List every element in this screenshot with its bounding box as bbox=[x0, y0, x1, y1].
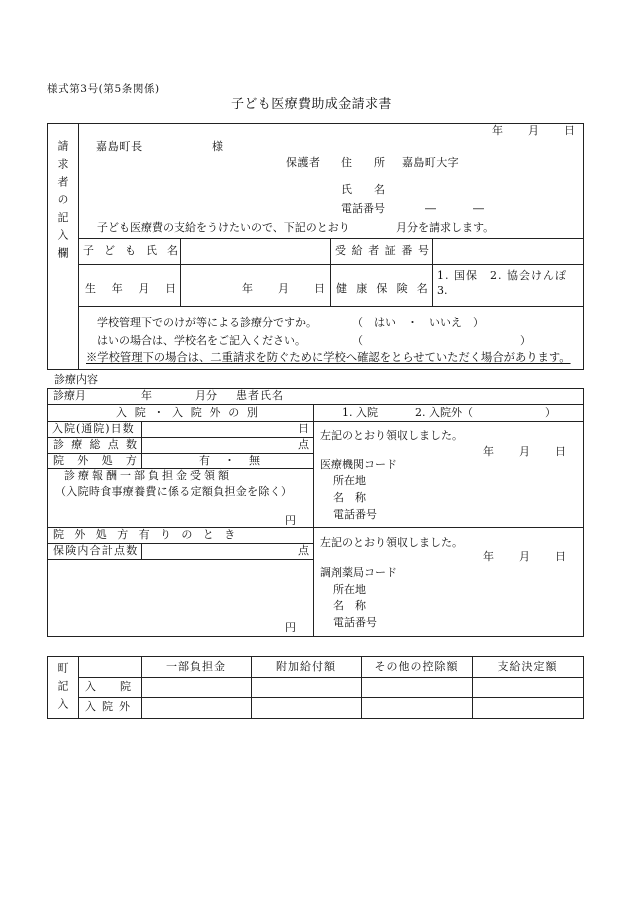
days-label: 入院(通院)日数 bbox=[52, 422, 135, 435]
insurance-label: 健康保険名 bbox=[336, 282, 437, 295]
inpatient-option-2: 2. 入院外（ bbox=[415, 406, 473, 419]
town-side-label: 町記入 bbox=[56, 662, 69, 716]
pharmacy-yen-unit: 円 bbox=[285, 621, 296, 634]
inpatient-type-label: 入院・入院外の別 bbox=[116, 406, 266, 419]
medical-phone-label: 電話番号 bbox=[333, 508, 377, 521]
insurance-options-line2: 3. bbox=[437, 284, 448, 297]
copay-note: （入院時食事療養費に係る定額負担金を除く） bbox=[55, 485, 293, 498]
applicant-table-col-rule-2 bbox=[330, 238, 331, 306]
treatment-label-divider-lower bbox=[141, 543, 142, 559]
request-month-suffix: 月分を請求します。 bbox=[396, 221, 495, 234]
child-name-label: 子ども氏名 bbox=[83, 244, 188, 257]
address-label: 住 所 bbox=[341, 156, 385, 169]
form-number: 様式第3号(第5条関係) bbox=[47, 83, 160, 95]
school-answer-options: （ はい ・ いいえ ） bbox=[352, 316, 484, 329]
applicant-table-rule-bottom bbox=[78, 306, 583, 307]
inpatient-option-1: 1. 入院 bbox=[342, 406, 378, 419]
total-points-label: 診療総点数 bbox=[53, 438, 145, 451]
pharmacy-address-label: 所在地 bbox=[333, 583, 366, 596]
guardian-label: 保護者 bbox=[286, 156, 321, 169]
medical-name-label: 名 称 bbox=[333, 491, 366, 504]
request-text: 子ども医療費の支給をうけたいので、下記のとおり bbox=[97, 221, 350, 234]
phone-label: 電話番号 bbox=[341, 202, 385, 215]
phone-separators: ― ― bbox=[425, 202, 485, 215]
pharmacy-receipt-text: 左記のとおり領収しました。 bbox=[320, 536, 463, 549]
addressee-honorific: 様 bbox=[212, 140, 223, 153]
treatment-month-suffix: 月分 bbox=[195, 389, 217, 402]
outside-prescription-label: 院外処方 bbox=[53, 454, 151, 467]
applicant-side-label: 請求者の記入欄 bbox=[56, 140, 69, 265]
town-column-other-deductions: その他の控除額 bbox=[374, 660, 459, 673]
pharmacy-name-label: 名 称 bbox=[333, 599, 366, 612]
request-date: 年 月 日 bbox=[492, 124, 576, 137]
birth-date-label: 生年月日 bbox=[85, 282, 192, 295]
insured-points-label: 保険内合計点数 bbox=[53, 544, 139, 557]
town-column-copay: 一部負担金 bbox=[166, 660, 226, 673]
birth-date-line: 年 月 日 bbox=[242, 282, 326, 295]
town-row-rule-2 bbox=[78, 697, 583, 698]
town-side-divider bbox=[78, 656, 79, 718]
treatment-rule-1 bbox=[47, 404, 584, 405]
copay-yen-unit: 円 bbox=[285, 514, 296, 527]
copay-label: 診療報酬一部負担金受領額 bbox=[64, 469, 232, 482]
applicant-side-divider bbox=[78, 123, 79, 370]
town-column-additional-benefit: 附加給付額 bbox=[276, 660, 336, 673]
town-row-inpatient: 入院 bbox=[85, 680, 155, 693]
inpatient-option-2-close: ） bbox=[545, 406, 556, 419]
school-question: 学校管理下でのけが等による診療分ですか。 bbox=[97, 316, 317, 329]
form-title: 子ども医療費助成金請求書 bbox=[231, 97, 392, 112]
medical-receipt-date: 年 月 日 bbox=[483, 445, 567, 458]
school-name-prompt: はいの場合は、学校名をご記入ください。 bbox=[97, 334, 306, 347]
pharmacy-phone-label: 電話番号 bbox=[333, 616, 377, 629]
treatment-center-divider bbox=[313, 404, 314, 636]
address-prefix: 嘉島町大字 bbox=[402, 156, 459, 169]
medical-receipt-text: 左記のとおり領収しました。 bbox=[320, 429, 463, 442]
town-row-outpatient: 入院外 bbox=[85, 700, 136, 713]
town-row-rule-1 bbox=[78, 677, 583, 678]
medical-address-label: 所在地 bbox=[333, 474, 366, 487]
with-prescription-label: 院外処方有りのとき bbox=[53, 528, 246, 541]
town-column-approved-amount: 支給決定額 bbox=[497, 660, 558, 673]
recipient-id-label: 受給者証番号 bbox=[335, 244, 435, 257]
days-unit: 日 bbox=[298, 422, 309, 435]
pharmacy-receipt-date: 年 月 日 bbox=[483, 550, 567, 563]
insured-points-unit: 点 bbox=[298, 544, 309, 557]
treatment-rule-8 bbox=[47, 559, 313, 560]
treatment-month-label: 診療月 bbox=[53, 389, 86, 402]
guardian-name-label: 氏 名 bbox=[341, 183, 385, 196]
school-note: ※学校管理下の場合は、二重請求を防ぐために学校へ確認をとらせていただく場合があります。 bbox=[86, 351, 571, 364]
total-points-unit: 点 bbox=[298, 438, 309, 451]
outside-prescription-options: 有 ・ 無 bbox=[199, 454, 262, 467]
school-name-open-paren: （ bbox=[352, 334, 363, 347]
patient-name-label: 患者氏名 bbox=[236, 389, 284, 402]
medical-code-label: 医療機関コード bbox=[320, 458, 397, 471]
addressee: 嘉島町長 bbox=[96, 140, 143, 153]
treatment-year-label: 年 bbox=[141, 389, 152, 402]
school-name-close-paren: ） bbox=[520, 334, 531, 347]
treatment-heading: 診療内容 bbox=[54, 373, 98, 386]
insurance-options-line1: 1. 国保 2. 協会けんぽ bbox=[437, 269, 567, 282]
pharmacy-code-label: 調剤薬局コード bbox=[320, 566, 397, 579]
